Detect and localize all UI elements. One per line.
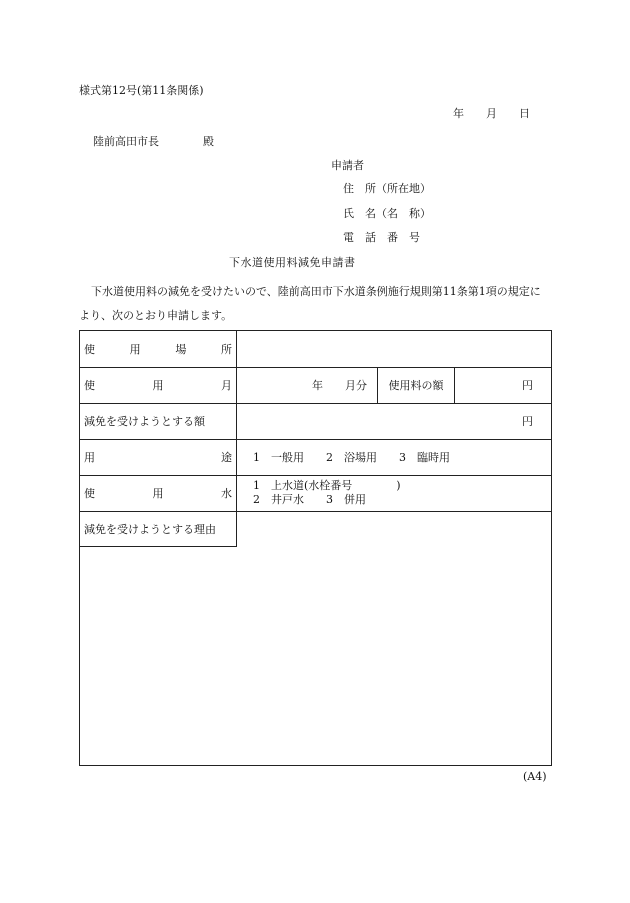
application-form-table: [79, 330, 552, 766]
applicant-label: 申請者: [331, 159, 364, 172]
applicant-phone-label: 電 話 番 号: [343, 231, 420, 244]
usage-place-row: [80, 331, 551, 368]
usage-month-label: 使 用 月: [80, 367, 237, 403]
exemption-unit: 円: [522, 415, 533, 428]
purpose-options[interactable]: 1 一般用 2 浴場用 3 臨時用: [253, 451, 450, 464]
usage-month-field[interactable]: [237, 367, 377, 403]
purpose-label: 用 途: [80, 439, 237, 475]
water-option-line-2: 2 井戸水 3 併用: [253, 493, 366, 506]
fee-unit: 円: [522, 379, 533, 392]
water-option-line-1: 1 上水道(水栓番号 ): [253, 479, 401, 492]
usage-place-label: 使 用 場 所: [80, 331, 237, 367]
reason-label: 減免を受けようとする理由: [80, 511, 237, 547]
paper-size-note: (A4): [523, 770, 547, 783]
form-number: 様式第12号(第11条関係): [79, 84, 204, 97]
reason-field[interactable]: [237, 511, 551, 765]
purpose-row: [80, 439, 551, 476]
water-used-label: 使 用 水: [80, 475, 237, 511]
document-title: 下水道使用料減免申請書: [229, 256, 356, 269]
applicant-address-label: 住 所（所在地）: [343, 182, 431, 195]
addressee: 陸前高田市長 殿: [93, 135, 214, 148]
application-statement: 下水道使用料の減免を受けたいので、陸前高田市下水道条例施行規則第11条第1項の規定により、次のとおり申請します。: [79, 285, 541, 322]
water-used-options[interactable]: [237, 475, 551, 511]
exemption-amount-row: [80, 403, 551, 440]
usage-period-text: 年 月分: [312, 379, 367, 392]
usage-month-row: [80, 367, 551, 404]
fee-amount-field[interactable]: [455, 367, 551, 403]
water-used-row: [80, 475, 551, 512]
usage-place-field[interactable]: [237, 331, 551, 367]
exemption-amount-field[interactable]: [237, 403, 551, 439]
applicant-name-label: 氏 名（名 称）: [343, 207, 431, 220]
fee-amount-label: 使用料の額: [377, 367, 455, 403]
date-line: 年 月 日: [453, 107, 530, 120]
exemption-amount-label: 減免を受けようとする額: [80, 403, 237, 439]
